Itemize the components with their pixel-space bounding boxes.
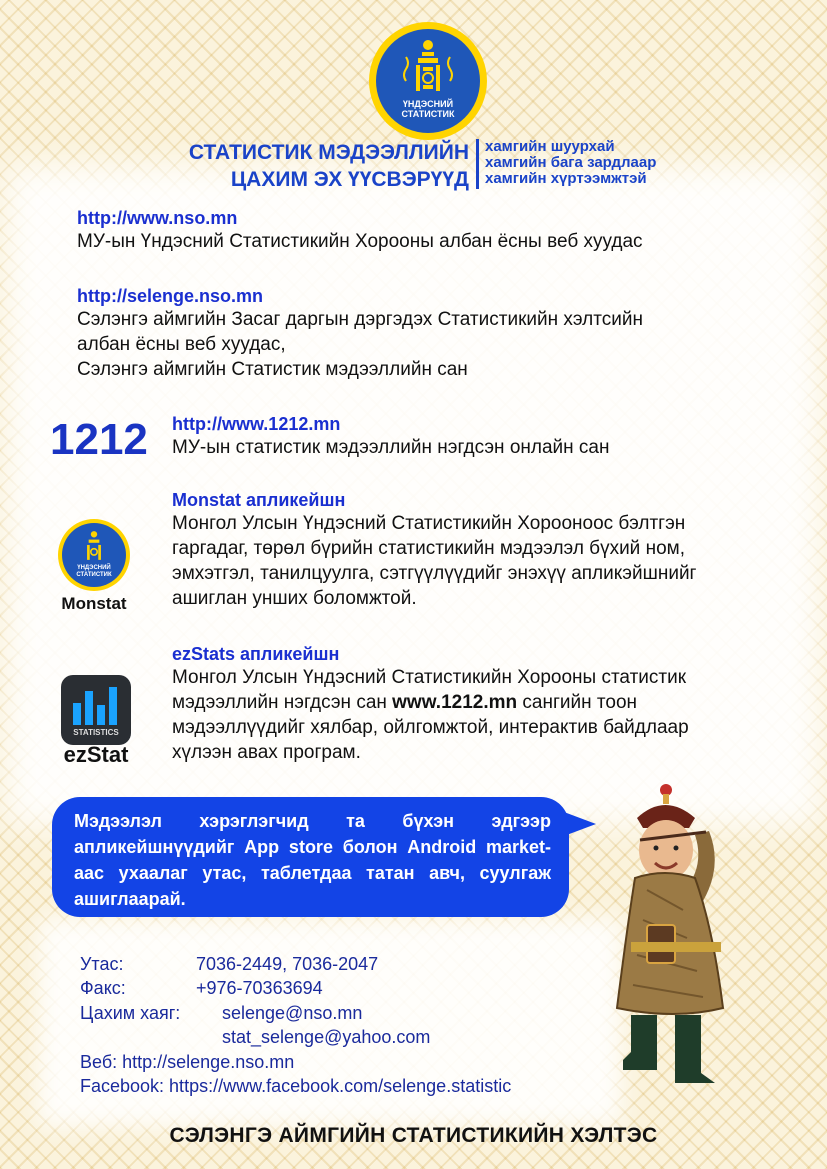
ezstat-app-icon[interactable]	[61, 675, 131, 745]
ezstats-title: ezStats апликейшн	[172, 644, 340, 664]
link-1212[interactable]: http://www.1212.mn	[172, 414, 341, 434]
fax-label: Факс:	[80, 978, 126, 998]
ezstat-label: ezStat	[63, 742, 129, 767]
title-line-1: СТАТИСТИК МЭДЭЭЛЛИЙН	[188, 141, 469, 164]
phone-label: Утас:	[80, 954, 124, 974]
email-2[interactable]: stat_selenge@yahoo.com	[222, 1027, 431, 1047]
bar-chart-icon	[71, 685, 121, 725]
tagline-1: хамгийн шуурхай	[485, 138, 615, 155]
soyombo-icon	[78, 528, 110, 564]
source-desc: албан ёсны веб хуудас,	[77, 334, 286, 355]
source-selenge	[77, 286, 643, 382]
tagline-2: хамгийн бага зардлаар	[485, 154, 657, 171]
source-desc: Сэлэнгэ аймгийн Засаг даргын дэргэдэх Статистикийн хэлтсийн	[77, 309, 643, 330]
monstat-desc: Монгол Улсын Үндэсний Статистикийн Хорооноос бэлтгэн	[172, 513, 686, 534]
logo-text-2: СТАТИСТИК	[401, 109, 455, 119]
email-label: Цахим хаяг:	[80, 1003, 181, 1023]
monstat-icon-text: ҮНДЭСНИЙ	[77, 565, 111, 571]
source-desc: МУ-ын статистик мэдээллийн нэгдсэн онлайн сан	[172, 437, 610, 458]
logo-inner	[376, 29, 480, 133]
source-nso	[77, 208, 643, 254]
monstat-section	[172, 490, 697, 611]
source-desc: Сэлэнгэ аймгийн Статистик мэдээллийн сан	[77, 359, 468, 380]
title-line-2: ЦАХИМ ЭХ ҮҮСВЭРҮҮД	[230, 168, 469, 191]
ezstats-section	[172, 644, 689, 765]
monstat-desc: ашиглан унших боломжтой.	[172, 588, 417, 609]
monstat-desc: эмхэтгэл, танилцуулга, сэтгүүлүүдийг энэхүү апликэйшнийг	[172, 563, 697, 584]
ezstats-desc	[172, 690, 689, 715]
monstat-app-icon[interactable]	[58, 519, 130, 591]
ezstats-desc: мэдээллүүдийг хялбар, ойлгомжтой, интерактив байдлаар	[172, 717, 689, 738]
page-title	[120, 139, 469, 193]
monstat-title: Monstat апликейшн	[172, 490, 346, 510]
soyombo-icon	[398, 37, 458, 97]
nso-logo	[369, 22, 487, 140]
tagline-3: хамгийн хүртээмжтэй	[485, 170, 647, 187]
email-1[interactable]: selenge@nso.mn	[222, 1003, 363, 1023]
child-illustration	[585, 770, 785, 1110]
logo-text-1: ҮНДЭСНИЙ	[402, 99, 454, 109]
ezstats-desc-part: мэдээллийн нэгдсэн сан	[172, 692, 393, 713]
link-nso[interactable]: http://www.nso.mn	[77, 208, 238, 228]
link-selenge[interactable]: http://selenge.nso.mn	[77, 286, 264, 306]
header-divider	[476, 139, 479, 189]
ezstat-icon-text: STATISTICS	[73, 728, 119, 737]
source-desc: МУ-ын Үндэсний Статистикийн Хорооны албан ёсны веб хуудас	[77, 231, 643, 252]
source-1212	[172, 414, 609, 460]
monstat-icon-text: СТАТИСТИК	[76, 572, 112, 578]
web-link[interactable]: Веб: http://selenge.nso.mn	[80, 1052, 295, 1072]
monstat-label: Monstat	[61, 594, 127, 613]
callout-bubble	[52, 797, 569, 917]
footer-title: СЭЛЭНГЭ АЙМГИЙН СТАТИСТИКИЙН ХЭЛТЭС	[169, 1124, 658, 1147]
phone-value[interactable]: 7036-2449, 7036-2047	[196, 954, 379, 974]
callout-text: Мэдээлэл хэрэглэгчид та бүхэн эдгээр апликейшнүүдийг App store болон Android market-аас ухаалаг утас, таблетдаа татан авч, суулгаж ашиглаарай.	[74, 811, 551, 909]
ezstats-desc: хүлээн авах програм.	[172, 742, 361, 763]
header-taglines	[485, 139, 656, 187]
badge-1212: 1212	[50, 415, 148, 464]
facebook-link[interactable]: Facebook: https://www.facebook.com/selenge.statistic	[80, 1076, 512, 1096]
fax-value: +976-70363694	[196, 978, 323, 998]
ezstats-desc: Монгол Улсын Үндэсний Статистикийн Хорооны статистик	[172, 667, 687, 688]
link-1212-inline[interactable]: www.1212.mn	[392, 692, 518, 713]
monstat-desc: гаргадаг, төрөл бүрийн статистикийн мэдээлэл бүхий ном,	[172, 538, 685, 559]
monstat-icon-inner	[62, 523, 126, 587]
ezstats-desc-part: сангийн тоон	[517, 692, 638, 713]
